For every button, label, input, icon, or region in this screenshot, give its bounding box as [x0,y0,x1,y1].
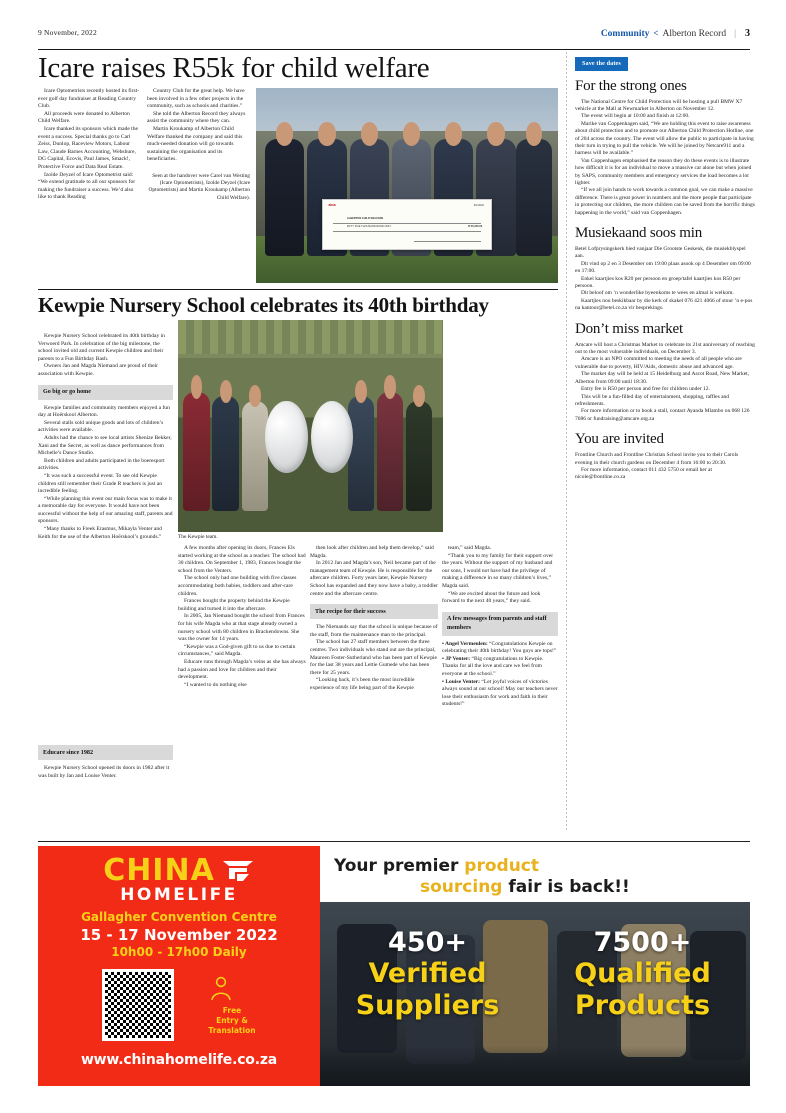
pagoda-icon [221,857,255,883]
photo-person [265,139,304,256]
ad-tagline-highlight-1: product [464,856,540,876]
paragraph: All proceeds were donated to Alberton Child Welfare. [38,110,130,125]
cheque-rule [333,223,480,224]
photo-person-head [487,122,504,145]
ad-hours: 10h00 - 17h00 Daily [111,945,247,959]
paragraph: Amcare is an NPO committed to meeting the needs of all people who are vulnerable due to poverty, HIV/Aids, domestic abuse and advanced age. [575,356,742,370]
paragraph: A few months after opening its doors, Frances Els started working at the school as a teacher. The school had 30 children. On September 1, 1983, Frances bought the school from the Venters. [178,545,306,574]
photo-person-head [445,122,462,145]
message-item [442,679,558,709]
ad-free-line3: Translation [208,1025,256,1035]
photo-person [516,139,552,256]
cheque-signature-line [414,241,481,242]
sidebar-heading: Don’t miss market [575,320,683,337]
qr-code-pattern [105,972,171,1038]
message-author: • Angel Vermeulen: [442,640,488,647]
sidebar-heading: For the strong ones [575,77,687,94]
article2-column-1-lower [38,745,173,780]
paragraph: Dit vind op 2 en 3 Desember om 19:00 plaas asook op 4 Desember om 09:00 en 17:00. [575,260,751,275]
paragraph: The school has 27 staff members between the three centres. Two individuals who stand out are the principal, Maureen Foster-Sutherland who has been part of Kewpie for the last 38 years and Lettie Gumede who has been there for 25 years. [310,639,437,676]
photo-person-head [191,375,203,399]
ad-tagline-highlight-2: sourcing [420,877,503,897]
subhead-messages: A few messages from parents and staff members [442,612,558,636]
photo-person-head [249,385,261,407]
paragraph: In 2012 Jan and Magda’s son, Neil became part of the management team of Kewpie. He is responsible for the aftercare children. Forty years later, Kewpie Nursery School has expanded and they now have a baby, a toddler centre and the aftercare centre. [310,560,438,597]
page-number: 3 [745,28,750,39]
ad-stat [535,902,750,1086]
subhead-recipe: The recipe for their success [310,604,438,619]
qr-code[interactable] [102,969,174,1041]
paragraph: She told the Alberton Record they always assist the community where they can. [147,110,246,125]
photo-person-head [276,122,293,145]
ad-stat-word-1: Qualified [574,958,711,989]
ad-stat [320,902,535,1086]
person-icon [208,975,234,1001]
paragraph: In 2005, Jan Niemand bought the school from Frances for his wife Magda who at that stage already owned a nursery school with 80 children in Brackendowns. She was the owner for 14 years. [178,613,305,643]
photo-person-head [318,122,335,145]
cheque-bank-logo: absa [328,203,336,208]
message-author: • JP Venter: [442,655,471,662]
photo-person [242,401,269,511]
message-text: “Big congratulations to Kewpie. Thanks for all the love and care we feel from everyone at the school.” [442,655,544,677]
ad-stats [320,902,750,1086]
ad-qr-row [38,969,320,1041]
photo-person [377,392,404,511]
photo-person [348,396,375,510]
ad-website-url[interactable]: www.chinahomelife.co.za [80,1052,278,1068]
ad-dates: 15 - 17 November 2022 [80,926,278,944]
subhead-go-big: Go big or go home [38,385,173,400]
message-item [442,641,558,656]
ad-left-panel[interactable] [38,846,320,1086]
paragraph: Betel Lofprysingskerk bied vanjaar Die Grootste Geskenk, die musiekblyspel aan. [575,246,746,260]
paragraph: The market day will be held at 15 Heidelburg and Ascot Road, New Market, Alberton from 09:00 until 18:30. [575,371,750,385]
ad-tagline-pre: Your premier [334,856,465,876]
article1-column-2 [147,88,250,202]
photo-person-head [220,380,232,403]
paragraph: “It was such a successful event. To see old Kewpie children still remember their Grade R teachers is just an incredible feeling. [38,472,162,495]
paragraph: Both children and adults participated in the boeresport activities. [38,457,165,472]
ad-stat-word-2: Suppliers [355,990,500,1021]
paragraph: “Looking back, it’s been the most incredible experience of my life being part of the Kewpie [310,677,415,691]
cheque-rule [333,231,480,232]
ad-free-block [208,975,255,1036]
subhead-educare: Educare since 1982 [38,745,173,760]
ad-stat-word-1: Verified [368,958,487,989]
photo-person [212,396,239,510]
article1-photo-caption [147,173,250,202]
paragraph: “If we all join hands to work towards a common goal, we can make a massive difference. There is great power in numbers and the more people that participate in protecting our children, the more children can be saved from the horrific things happening in the world,” said van Coppenhagen. [575,187,755,216]
ad-venue: Gallagher Convention Centre [81,910,277,924]
brand-label: Community [600,29,650,39]
ad-stat-number: 7500+ [593,927,692,958]
paragraph: Amcare will host a Christmas Market to celebrate its 21st anniversary of reaching out to the most vulnerable individuals, on December 3. [575,341,755,356]
photo-person-head [526,122,542,145]
article2-column-b [310,545,438,693]
bottom-advertisement[interactable] [38,841,750,1085]
paragraph: Martin Kroukamp of Alberton Child Welfare thanked the company and said this much-needed donation will go towards sustaining the organisation and its beneficiaries. [147,125,243,163]
paragraph: “While planning this event our main focus was to make it a memorable day for everyone. It would have not been successful without the help of our amazing staff, parents and sponsors. [38,495,173,525]
photo-person-head [403,122,420,145]
save-the-dates-badge: Save the dates [575,57,628,71]
sidebar-item-musiekaand-soos-min [575,224,755,313]
paragraph: Icare Optometrists recently hosted its first-ever golf day fundraiser at Reading Country Club. [38,88,140,110]
article2-column-1 [38,333,173,541]
photo-person [406,401,433,511]
publication-date: 9 November, 2022 [38,28,97,37]
ad-tagline [320,846,750,904]
photo-person-head [384,375,396,399]
paragraph: Frontline Church and Frontline Christian School invite you to their Carols evening in their church gardens on December 4 from 16:00 to 20:30. [575,452,739,466]
masthead-divider: | [734,29,736,39]
message-text: “Let joyful voices of victories always sound at our school! May our teachers never lose their enthusiasm for work and faith in their students!” [442,678,558,708]
paragraph: Marike van Coppenhagen said, “We are holding this event to raise awareness about child protection and to promote our Alberton Child Protection Hotline, one of 204 across the country. The event will allow the public to participate in having their turn in trying to pull the vehicle. We will be joined by Netcare911 and a harness will be available.” [575,120,754,157]
paragraph: Izolde Deyzel of Icare Optometrist said: “We extend gratitude to all our sponsors for making the fundraiser a success. We’d also like to thank Reading [38,171,136,201]
ad-stat-word-2: Products [574,990,711,1021]
paragraph: “Kewpie was a God-given gift to us due to certain circumstances,” said Magda. [178,643,296,658]
cheque-amount: R 55,000.00 [468,224,483,228]
paragraph: Kewpie families and community members enjoyed a fun day at Hoërskool Alberton. [38,404,170,419]
paragraph: Several stalls sold unique goods and lots of children’s activities were available. [38,419,164,434]
sidebar-heading: You are invited [575,431,664,448]
ad-logo [38,846,320,886]
paragraph: For more information, contact 011 432 5750 or email her at nicole@frontline.co.za [575,466,712,481]
masthead [38,28,750,50]
sidebar-item-you-are-invited [575,430,755,482]
paragraph: Kaartjies nou beskikbaar by die kerk of skakel 076 421 4066 of stuur ’n e-pos na kantoor@betel.co.za vir besprekings. [575,297,753,312]
sidebar-item-dont-miss-market [575,320,755,423]
chevron-left-icon: < [653,28,659,38]
ad-right-panel[interactable] [320,846,750,1086]
sidebar-item-for-the-strong-ones [575,77,755,218]
message-author: • Louise Venter: [442,678,480,685]
paragraph: Adults had the chance to see local artists Shenize Bekker, Xani and the Secret, as well as dance performances from Michelle’s Dance Studio. [38,434,172,457]
paragraph: Kewpie Nursery School celebrated its 40th birthday in Verwoerd Park. In celebration of the big milestone, the school invited old and current Kewpie children and their parents to a Fun Birthday Bash. [38,333,165,362]
paragraph: “I wanted to do nothing else [184,681,247,688]
paragraph: Dit beloof om ’n wonderlike byeenkoms te wees en almal is welkom. [581,290,734,297]
article2-column-c [442,545,558,709]
sidebar [575,52,755,482]
paragraph: “Many thanks to Freek Erasmus, Mikayla Venter and Keith for the use of the Alberton Hoërskool’s grounds.” [38,526,162,540]
paragraph: team,” said Magda. [448,545,492,551]
sidebar-divider [566,52,567,832]
sidebar-heading: Musiekaand soos min [575,225,703,241]
ad-free-line1: Free [222,1005,242,1015]
photo-person-head [413,385,425,407]
paragraph: Kewpie Nursery School opened its doors in 1982 after it was built by Jan and Louise Venter. [38,765,170,779]
paragraph: This will be a fun-filled day of entertainment, shopping, raffles and refreshments. [575,393,730,407]
ad-logo-primary: CHINA [103,853,215,888]
balloon-zero [311,401,353,473]
article1-column-1 [38,88,141,202]
message-item [442,656,558,679]
masthead-right [601,28,750,39]
message-text: “Congratulations Kewpie on celebrating their 40th birthday! You guys are tops!” [442,640,557,655]
paragraph: For more information or to book a stall, contact Ayanda Mlambo on 068 126 7686 or fundraising@amcare.org.za [575,408,750,422]
paragraph: “Thank you to my family for their support over the years. Without the support of my husband and our sons, I would not have had the privilege of making a difference in so many children’s lives,” Magda said. [442,552,554,589]
paragraph: Van Coppenhagen emphasised the reason they do these events is to illustrate how difficult it is for an individual to move a massive car alone but when joined by SAPS, community members and emergency services the load becomes a lot lighter. [575,157,752,186]
balloon-four [265,401,307,473]
photo-fence [178,320,443,354]
photo-person-head [361,122,378,145]
paragraph: Owners Jan and Magda Niemand are proud of their association with Kewpie. [38,363,158,377]
article1-headline: Icare raises R55k for child welfare [38,52,430,84]
paragraph: Educare runs through Magda’s veins as she has always had a passion and love for children and their development. [178,658,306,681]
article2-column-a [178,545,306,689]
paragraph: Enkel kaartjies kos R20 per persoon en groep/tafel kaartjies kos R50 per persoon. [575,275,741,290]
cheque-date: 30/10/22 [473,204,484,208]
article2-photo [178,320,443,532]
paragraph: Country Club for the great help. We have been involved in a few other projects in the community, such as schools and charities.” [147,88,245,110]
article1-photo [256,88,558,283]
ad-tagline-post: fair is back!! [502,877,630,897]
photo-person-head [355,380,367,403]
ad-stat-number: 450+ [388,927,467,958]
paragraph: The Niemands say that the school is unique because of the staff, from the maintenance man to the principal. [310,624,438,638]
paragraph: Icare thanked its sponsors which made the event a success. Special thanks go to Carl Zeiss, Dunlop, Raceview Motors, Labour Law, Claude Barnes Accounting, Webshure, DG Capital, Ecovis, Paul James, Smack!, Protective Force and Data Real Estate. [38,125,138,170]
publication-name: Alberton Record [662,29,727,39]
donation-cheque [322,199,491,250]
article2-headline: Kewpie Nursery School celebrates its 40th birthday [38,293,489,317]
article2-photo-caption: The Kewpie team. [178,534,218,540]
photo-person [183,392,210,511]
paragraph: The school only had one building with five classes accommodating both babies, toddlers and after-care children. [178,575,297,597]
paragraph: The National Centre for Child Protection will be hosting a pull BMW X7 vehicle at the Mall at Newmarket in Alberton on November 12. [575,98,743,112]
paragraph: The event will begin at 10:00 and finish at 12:00. [581,113,690,120]
ad-logo-secondary: HOMELIFE [120,885,238,905]
caption-text: Seen at the handover were Carel van Westing (Icare Optometrists), Izolde Deyzel (Icare Optometrists) and Martin Kroukamp (Alberton Child Welfare). [148,172,250,201]
cheque-payee: ALBERTON CHILD WELFARE [346,216,384,220]
cheque-amount-words: FIFTY FIVE THOUSAND RAND ONLY [346,225,392,229]
paragraph: “We are excited about the future and look forward to the next 40 years,” they said. [442,590,541,605]
article-divider-rule [38,289,558,290]
ad-free-line2: Entry & [216,1015,248,1025]
paragraph: Frances bought the property behind the Kewpie building and turned it into the aftercare. [178,598,290,612]
paragraph: then look after children and help them develop,” said Magda. [310,545,434,559]
paragraph: Entry fee is R50 per person and free for children under 12. [581,386,710,393]
